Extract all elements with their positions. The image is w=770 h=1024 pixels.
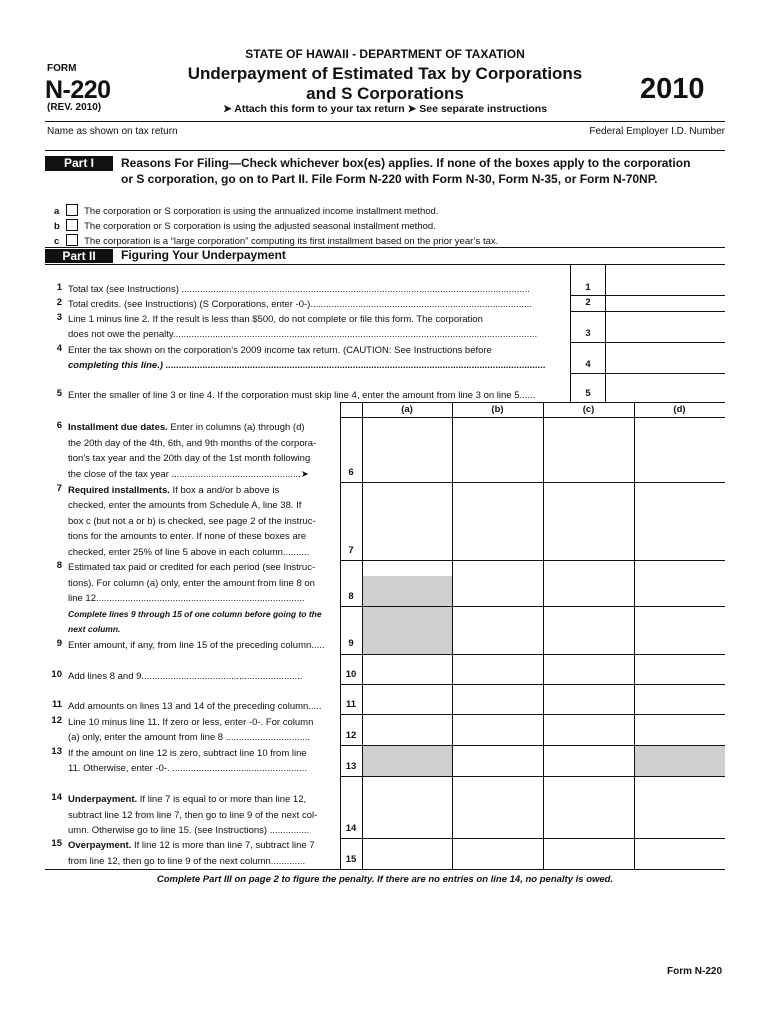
header-bottom-line <box>340 417 725 418</box>
line-number-5: 5 <box>56 388 62 399</box>
shaded-cell-a9 <box>362 576 452 654</box>
line14-text-3: umn. Otherwise go to line 15. (see Instructions) ............... <box>68 825 310 836</box>
line-number-6: 6 <box>56 420 62 431</box>
line-number-10: 10 <box>51 669 62 680</box>
box-8: 8 <box>348 591 354 602</box>
tax-year: 2010 <box>640 73 705 105</box>
table-top-line <box>340 402 725 403</box>
name-label: Name as shown on tax return <box>47 126 178 137</box>
check-letter: b <box>54 221 60 232</box>
row-line-7[interactable] <box>340 560 725 561</box>
line4-text-b: completing this line.) ................................................................................................................................................ <box>68 360 546 371</box>
check-letter: a <box>54 206 60 217</box>
upper-box-right-border <box>605 265 606 402</box>
line-number-12: 12 <box>51 715 62 726</box>
line-number-13: 13 <box>51 746 62 757</box>
line6-text-3: tion’s tax year and the 20th day of the 1st month following <box>68 453 311 464</box>
line7-text-3: box c (but not a or b) is checked, see page 2 of the instruc- <box>68 516 316 527</box>
table-col-c-border <box>543 402 544 869</box>
part2-title: Figuring Your Underpayment <box>121 248 286 262</box>
line11-text: Add amounts on lines 13 and 14 of the preceding column..... <box>68 701 322 712</box>
line2-text: Total credits. (see Instructions) (S Corporations, enter -0-).................................................................................... <box>68 299 533 310</box>
name-field-line[interactable] <box>45 150 725 151</box>
line3-text-a: Line 1 minus line 2. If the result is less than $500, do not complete or file this form. The corporation <box>68 314 483 325</box>
part1-label: Part I <box>45 156 113 171</box>
amount-line-2[interactable] <box>570 311 725 312</box>
row-line-11[interactable] <box>340 714 725 715</box>
line5-text: Enter the smaller of line 3 or line 4. If the corporation must skip line 4, enter the amount from line 3 on line 5...... <box>68 390 536 401</box>
part2-title-line <box>45 264 725 265</box>
check-text: The corporation or S corporation is using the annualized income installment method. <box>84 206 439 217</box>
column-header-b: (b) <box>491 404 504 415</box>
line1-text: Total tax (see Instructions) .................................................................................................................................... <box>68 284 530 295</box>
line15-bold: Overpayment. <box>68 840 132 851</box>
line-number-1: 1 <box>56 282 62 293</box>
line9-text: Enter amount, if any, from line 15 of the preceding column..... <box>68 640 325 651</box>
line6-text-2: the 20th day of the 4th, 6th, and 9th months of the corpora- <box>68 438 317 449</box>
line8-text-3: line 12............................................................................... <box>68 593 305 604</box>
line-number-14: 14 <box>51 792 62 803</box>
fein-label: Federal Employer I.D. Number <box>589 126 725 137</box>
row-line-15[interactable] <box>45 869 725 870</box>
note-line-1: Complete lines 9 through 15 of one column before going to the <box>68 609 322 619</box>
table-border-box <box>362 402 363 869</box>
check-letter: c <box>54 236 60 247</box>
line-number-3: 3 <box>56 312 62 323</box>
box-1: 1 <box>585 282 591 293</box>
form-number: N-220 <box>45 76 111 104</box>
box-5: 5 <box>585 388 591 399</box>
line-number-8: 8 <box>56 560 62 571</box>
row-line-8[interactable] <box>340 606 725 607</box>
form-revision: (REV. 2010) <box>47 102 102 113</box>
line-number-9: 9 <box>56 638 62 649</box>
footer-note: Complete Part III on page 2 to figure the penalty. If there are no entries on line 14, no penalty is owed. <box>156 874 614 885</box>
line3-text-b: does not owe the penalty.......................................................................................................................................... <box>68 329 538 340</box>
line14-bold: Underpayment. <box>68 794 138 805</box>
box-2: 2 <box>585 297 591 308</box>
check-text: The corporation is a “large corporation” computing its first installment based on the prior year’s tax. <box>84 236 499 247</box>
box-10: 10 <box>345 669 357 680</box>
line15-text-1: Overpayment. If line 12 is more than line 7, subtract line 7 <box>68 840 315 851</box>
shaded-cell-d13 <box>634 745 725 776</box>
department-heading: STATE OF HAWAII - DEPARTMENT OF TAXATION <box>245 47 525 61</box>
form-title-line2: and S Corporations <box>306 84 464 103</box>
table-col-b-border <box>452 402 453 869</box>
checkbox-b[interactable] <box>66 219 78 231</box>
row-line-6[interactable] <box>340 482 725 483</box>
line7-text-2: checked, enter the amounts from Schedule A, line 38. If <box>68 500 302 511</box>
shaded-cell-a13 <box>362 745 452 776</box>
line7-text-5: checked, enter 25% of line 5 above in each column.......... <box>68 547 310 558</box>
line12-text-1: Line 10 minus line 11. If zero or less, enter -0-. For column <box>68 717 314 728</box>
column-header-d: (d) <box>673 404 686 415</box>
box-12: 12 <box>345 730 357 741</box>
line13-text-1: If the amount on line 12 is zero, subtract line 10 from line <box>68 748 307 759</box>
line-number-15: 15 <box>51 838 62 849</box>
line13-text-2: 11. Otherwise, enter -0-. ................................................... <box>68 763 307 774</box>
attach-instructions: ➤ Attach this form to your tax return ➤ See separate instructions <box>222 103 548 115</box>
row-line-14[interactable] <box>340 838 725 839</box>
table-col-d-border <box>634 402 635 869</box>
header-divider <box>45 121 725 122</box>
row-line-12[interactable] <box>340 745 725 746</box>
box-3: 3 <box>585 328 591 339</box>
amount-line-3[interactable] <box>570 342 725 343</box>
column-header-a: (a) <box>401 404 413 415</box>
box-13: 13 <box>345 761 357 772</box>
box-14: 14 <box>345 823 357 834</box>
line6-text-4: the close of the tax year .................................................➤ <box>68 469 309 480</box>
line6-bold: Installment due dates. <box>68 422 168 433</box>
box-9: 9 <box>348 638 354 649</box>
part2-label: Part II <box>45 249 113 263</box>
line15-text-2: from line 12, then go to line 9 of the next column............. <box>68 856 306 867</box>
line10-text: Add lines 8 and 9............................................................. <box>68 671 303 682</box>
checkbox-a[interactable] <box>66 204 78 216</box>
box-15: 15 <box>345 854 357 865</box>
note-line-2: next column. <box>68 624 121 634</box>
line-number-11: 11 <box>51 699 62 710</box>
box-11: 11 <box>345 699 357 710</box>
row-line-10[interactable] <box>340 684 725 685</box>
check-text: The corporation or S corporation is using the adjusted seasonal installment method. <box>84 221 436 232</box>
line6-text-1: Installment due dates. Enter in columns (a) through (d) <box>68 422 305 433</box>
line7-text-4: tions for the amounts to enter. If none of these boxes are <box>68 531 307 542</box>
line-number-4: 4 <box>56 343 62 354</box>
checkbox-c[interactable] <box>66 234 78 246</box>
box-6: 6 <box>348 467 354 478</box>
column-header-c: (c) <box>582 404 595 415</box>
line8-text-1: Estimated tax paid or credited for each period (see Instruc- <box>68 562 316 573</box>
line-number-2: 2 <box>56 297 62 308</box>
check-row-b <box>54 219 436 232</box>
box-4: 4 <box>585 359 591 370</box>
line-number-7: 7 <box>56 483 62 494</box>
check-row-c <box>54 234 498 247</box>
line14-text-2: subtract line 12 from line 7, then go to line 9 of the next col- <box>68 810 318 821</box>
part1-title-line1: Reasons For Filing—Check whichever box(es) applies. If none of the boxes apply to the corporation <box>121 156 691 170</box>
line4-text-a: Enter the tax shown on the corporation’s 2009 income tax return. (CAUTION: See Instructions before <box>68 345 492 356</box>
check-row-a <box>54 204 438 217</box>
form-label: FORM <box>47 63 77 74</box>
row-line-9[interactable] <box>340 654 725 655</box>
amount-line-1[interactable] <box>570 295 725 296</box>
upper-box-left-border <box>570 265 571 402</box>
line7-bold: Required installments. <box>68 485 170 496</box>
line14-text-1: Underpayment. If line 7 is equal to or more than line 12, <box>68 794 307 805</box>
amount-line-4[interactable] <box>570 373 725 374</box>
line12-text-2: (a) only, enter the amount from line 8 ................................ <box>68 732 311 743</box>
box-7: 7 <box>348 545 354 556</box>
footer-form-id: Form N-220 <box>666 966 722 977</box>
line7-text-1: Required installments. If box a and/or b above is <box>68 485 280 496</box>
row-line-13[interactable] <box>340 776 725 777</box>
line8-text-2: tions). For column (a) only, enter the amount from line 8 on <box>68 578 315 589</box>
form-title-line1: Underpayment of Estimated Tax by Corporations <box>187 64 583 83</box>
part1-title-line2: or S corporation, go on to Part II. File Form N-220 with Form N-30, Form N-35, or Form N-70NP. <box>121 172 658 186</box>
